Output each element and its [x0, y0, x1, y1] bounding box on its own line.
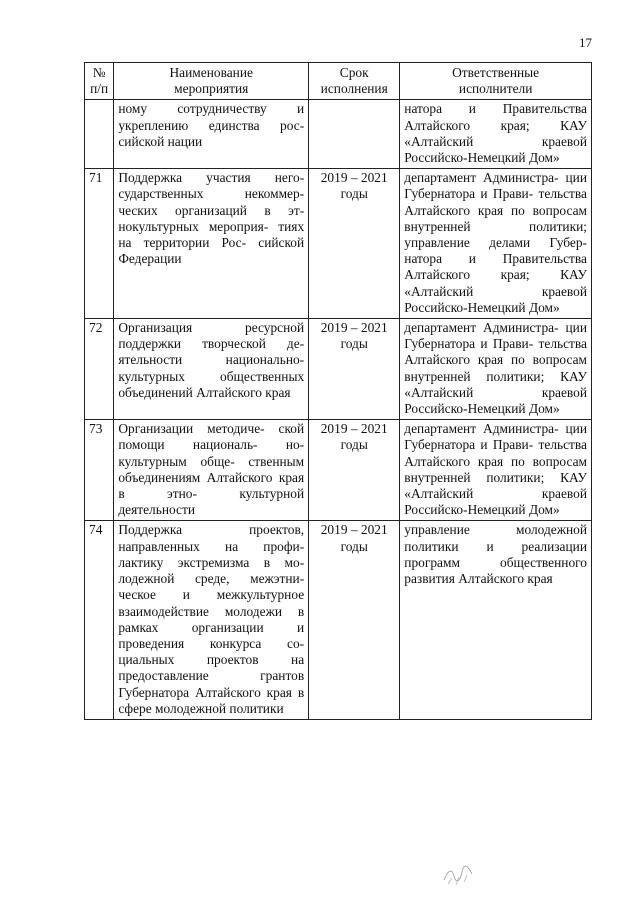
table-row — [85, 319, 592, 420]
responsible-cell: департамент Администра- ции Губернатора и Прави- тельства Алтайского края по вопросам внутренней политики; управление делами Губер- натора и Правительства Алтайского края; КАУ «Алтайский краевой Российско-Немецкий Дом» — [400, 169, 592, 319]
row-number: 72 — [85, 319, 114, 420]
responsible-cell: натора и Правительства Алтайского края; КАУ «Алтайский краевой Российско-Немецкий Дом» — [400, 100, 592, 169]
row-number: 71 — [85, 169, 114, 319]
table-row — [85, 100, 592, 169]
text-line: 2019 – 2021 — [320, 522, 388, 538]
text-line: исполнения — [320, 81, 388, 97]
text-line: исполнители — [458, 81, 533, 97]
event-name-cell: ному сотрудничеству и укреплению единства рос- сийской нации — [114, 100, 309, 169]
row-number: 74 — [85, 521, 114, 719]
responsible-cell: департамент Администра- ции Губернатора и Прави- тельства Алтайского края по вопросам внутренней политики; КАУ «Алтайский краевой Российско-Немецкий Дом» — [400, 319, 592, 420]
text-line: 2019 – 2021 — [320, 421, 388, 437]
header-responsible — [400, 63, 592, 100]
term-cell — [309, 521, 400, 719]
text-line: годы — [340, 186, 368, 202]
header-term — [309, 63, 400, 100]
text-line: годы — [340, 336, 368, 352]
table-row — [85, 169, 592, 319]
term-cell — [309, 420, 400, 521]
text-line: годы — [340, 437, 368, 453]
row-number — [85, 100, 114, 169]
event-name-cell: Поддержка проектов, направленных на профи- лактику экстремизма в мо- лодежной среде, межэтни- ческое и межкультурное взаимодействие молодежи в рамках организации и проведения конкурса со- циальных проектов на предоставление грантов Губернатора Алтайского края в сфере молодежной политики — [114, 521, 309, 719]
event-name-cell: Организация ресурсной поддержки творческой де- ятельности национально- культурных общественных объединений Алтайского края — [114, 319, 309, 420]
text-line: п/п — [90, 81, 109, 97]
table-row — [85, 521, 592, 719]
text-line: Наименование — [169, 65, 253, 80]
text-line: Ответственные — [452, 65, 540, 80]
text-line: № — [92, 65, 106, 80]
row-number: 73 — [85, 420, 114, 521]
responsible-cell: управление молодежной политики и реализации программ общественного развития Алтайского края — [400, 521, 592, 719]
text-line: 2019 – 2021 — [320, 170, 388, 186]
events-table — [84, 62, 592, 720]
term-cell — [309, 100, 400, 169]
text-line: 2019 – 2021 — [320, 320, 388, 336]
event-name-cell: Организации методиче- ской помощи националь- но-культурным обще- ственным объединениям Алтайского края в этно- культурной деятельности — [114, 420, 309, 521]
table-row — [85, 420, 592, 521]
text-line: годы — [340, 538, 368, 554]
term-cell — [309, 319, 400, 420]
header-event-name — [114, 63, 309, 100]
event-name-cell: Поддержка участия него- сударственных некоммер- ческих организаций в эт- нокультурных мероприя- тиях на территории Рос- сийской Федерации — [114, 169, 309, 319]
text-line: мероприятия — [174, 81, 249, 97]
table-header-row — [85, 63, 592, 100]
handwritten-mark-icon — [440, 860, 476, 888]
page-number: 17 — [579, 35, 592, 50]
text-line: Срок — [339, 65, 369, 80]
responsible-cell: департамент Администра- ции Губернатора и Прави- тельства Алтайского края по вопросам внутренней политики; КАУ «Алтайский краевой Российско-Немецкий Дом» — [400, 420, 592, 521]
header-number — [85, 63, 114, 100]
term-cell — [309, 169, 400, 319]
